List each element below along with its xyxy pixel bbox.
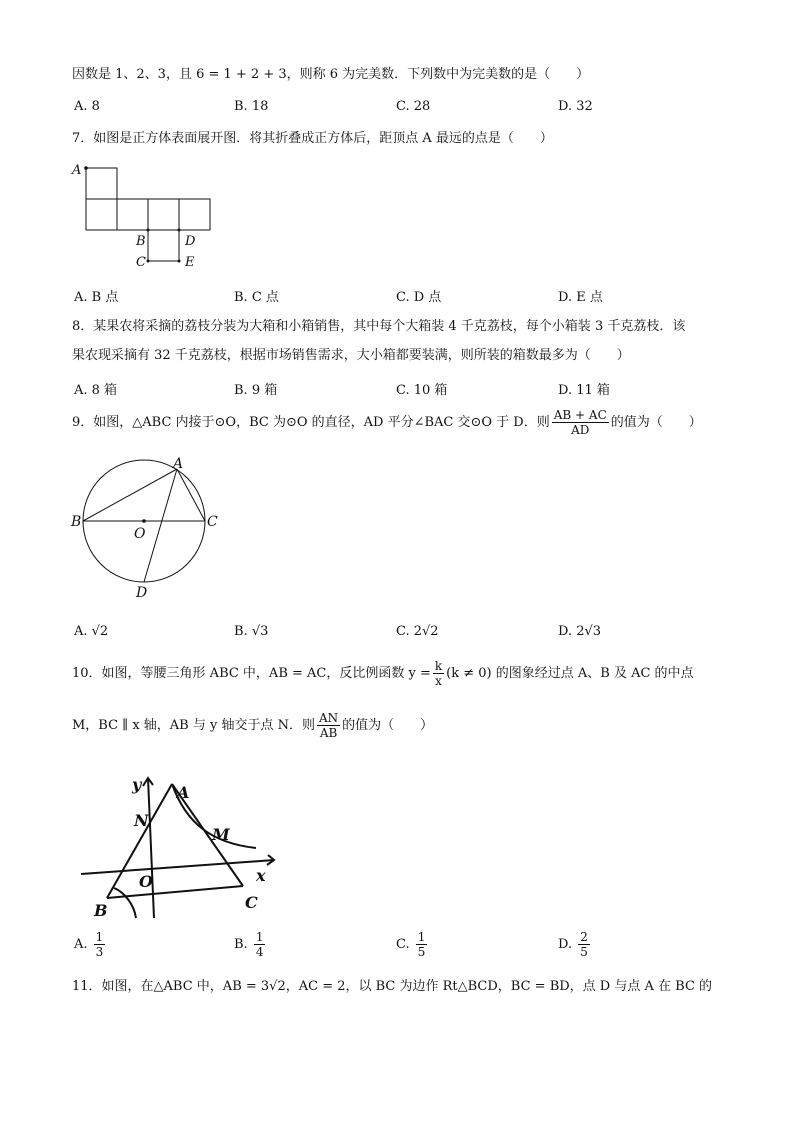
q9-option-d: D. 2√3 bbox=[558, 624, 602, 639]
q9-option-a: A. √2 bbox=[74, 624, 109, 639]
q7-option-b: B. C 点 bbox=[234, 290, 279, 305]
vertex-a-dot bbox=[84, 166, 88, 170]
label-a: A bbox=[173, 456, 184, 472]
q11-text: 11．如图，在△ABC 中，AB = 3√2，AC = 2，以 BC 为边作 Rt△BCD，BC = BD，点 D 与点 A 在 BC 的 bbox=[72, 979, 713, 994]
y-axis bbox=[148, 778, 154, 918]
vertex-c-dot bbox=[147, 260, 150, 263]
vertex-b-dot bbox=[147, 229, 150, 232]
q10-option-d-letter: D. bbox=[558, 937, 573, 952]
q6-options bbox=[74, 99, 734, 117]
q7-option-c: C. D 点 bbox=[396, 290, 442, 305]
q10-line1-after: (k ≠ 0) 的图象经过点 A、B 及 AC 的中点 bbox=[446, 666, 694, 681]
q8-text-line2: 果农现采摘有 32 千克荔枝，根据市场销售需求，大小箱都要装满，则所装的箱数最多为（ ） bbox=[72, 348, 630, 363]
q8-text-line1: 8．某果农将采摘的荔枝分装为大箱和小箱销售，其中每个大箱装 4 千克荔枝，每个小箱装 3 千克荔枝．该 bbox=[72, 319, 686, 334]
x-axis bbox=[81, 860, 274, 874]
label-c: C bbox=[136, 255, 146, 270]
label-o: O bbox=[139, 872, 153, 891]
q9-options bbox=[74, 624, 734, 642]
q10-k-over-x bbox=[433, 659, 444, 688]
q7-text: 7．如图是正方体表面展开图．将其折叠成正方体后，距顶点 A 最远的点是（ ） bbox=[72, 131, 553, 146]
q10-an-over-ab bbox=[317, 711, 340, 740]
net-face bbox=[86, 199, 117, 230]
q10-option-b-letter: B. bbox=[234, 937, 248, 952]
q7-option-a: A. B 点 bbox=[74, 290, 119, 305]
q10-graph-figure bbox=[76, 768, 286, 920]
label-a: A bbox=[177, 783, 190, 802]
net-face bbox=[117, 199, 148, 230]
q10-option-c-num: 1 bbox=[417, 930, 426, 944]
q6-text: 因数是 1、2、3，且 6 = 1 + 2 + 3，则称 6 为完美数．下列数中为完美数的是（ ） bbox=[72, 67, 590, 82]
q10-option-a-letter: A. bbox=[74, 937, 88, 952]
q8-option-b: B. 9 箱 bbox=[234, 383, 278, 398]
q8-option-c: C. 10 箱 bbox=[396, 383, 448, 398]
q6-option-d: D. 32 bbox=[558, 99, 593, 114]
net-face bbox=[179, 199, 210, 230]
q10-option-b-den: 4 bbox=[255, 945, 264, 959]
net-face bbox=[148, 199, 179, 230]
q10-frac-k: k bbox=[434, 659, 443, 673]
q8-option-d: D. 11 箱 bbox=[558, 383, 610, 398]
q9-fraction bbox=[552, 408, 609, 437]
q10-options bbox=[74, 930, 734, 964]
q8-option-a: A. 8 箱 bbox=[74, 383, 118, 398]
segment-bc bbox=[107, 886, 243, 898]
hyperbola-branch-left bbox=[114, 888, 136, 918]
q10-frac-x: x bbox=[435, 674, 442, 688]
label-m: M bbox=[212, 825, 230, 844]
q7-cube-net-figure bbox=[60, 158, 230, 278]
q10-line2-before: M，BC ∥ x 轴，AB 与 y 轴交于点 N．则 bbox=[72, 718, 315, 733]
q9-text-before: 9．如图，△ABC 内接于⊙O，BC 为⊙O 的直径，AD 平分∠BAC 交⊙O 于 D．则 bbox=[72, 415, 550, 430]
q9-option-b: B. √3 bbox=[234, 624, 269, 639]
q9-frac-num: AB + AC bbox=[553, 408, 607, 422]
center-o-dot bbox=[142, 519, 146, 523]
label-b: B bbox=[71, 514, 82, 530]
q10-line2-after: 的值为（ ） bbox=[342, 718, 434, 733]
q9-frac-den: AD bbox=[571, 423, 590, 437]
q6-option-c: C. 28 bbox=[396, 99, 431, 114]
q10-frac-ab: AB bbox=[319, 726, 338, 740]
q10-option-d-den: 5 bbox=[580, 945, 588, 959]
net-face bbox=[148, 230, 179, 261]
q10-option-a bbox=[74, 930, 107, 959]
q10-line1-before: 10．如图，等腰三角形 ABC 中，AB = AC，反比例函数 y = bbox=[72, 666, 431, 681]
label-e: E bbox=[185, 255, 195, 270]
net-face bbox=[86, 168, 117, 199]
vertex-d-dot bbox=[178, 229, 181, 232]
q10-option-a-num: 1 bbox=[95, 930, 104, 944]
label-b: B bbox=[94, 901, 108, 920]
q10-text-line2 bbox=[72, 710, 433, 742]
q10-option-c-den: 5 bbox=[417, 945, 426, 959]
q8-options bbox=[74, 379, 734, 397]
q6-option-a: A. 8 bbox=[74, 99, 100, 114]
q10-option-a-den: 3 bbox=[95, 945, 104, 959]
label-a: A bbox=[72, 163, 82, 178]
q10-option-b-num: 1 bbox=[255, 930, 264, 944]
label-x: x bbox=[256, 866, 266, 885]
label-d: D bbox=[136, 585, 148, 601]
segment-ab bbox=[83, 469, 177, 521]
label-o: O bbox=[134, 526, 146, 542]
segment-ac bbox=[177, 469, 205, 521]
label-d: D bbox=[185, 234, 196, 249]
label-b: B bbox=[136, 234, 146, 249]
q6-option-b: B. 18 bbox=[234, 99, 269, 114]
q9-option-c: C. 2√2 bbox=[396, 624, 439, 639]
q10-text-line1 bbox=[72, 658, 694, 690]
q9-text-after: 的值为（ ） bbox=[610, 415, 702, 430]
q7-options bbox=[74, 286, 734, 304]
label-n: N bbox=[134, 811, 149, 830]
q7-option-d: D. E 点 bbox=[558, 290, 603, 305]
segment-ad bbox=[144, 469, 177, 582]
q9-circle-figure bbox=[66, 455, 236, 605]
q10-option-d-num: 2 bbox=[580, 930, 588, 944]
q10-option-d bbox=[558, 930, 592, 959]
q9-text bbox=[72, 408, 702, 438]
q10-option-c bbox=[396, 930, 429, 959]
q10-option-c-letter: C. bbox=[396, 937, 410, 952]
label-c: C bbox=[245, 893, 258, 912]
label-c: C bbox=[207, 514, 218, 530]
q10-option-b bbox=[234, 930, 267, 959]
label-y: y bbox=[132, 775, 142, 794]
q10-frac-an: AN bbox=[318, 711, 339, 725]
vertex-e-dot bbox=[178, 260, 181, 263]
